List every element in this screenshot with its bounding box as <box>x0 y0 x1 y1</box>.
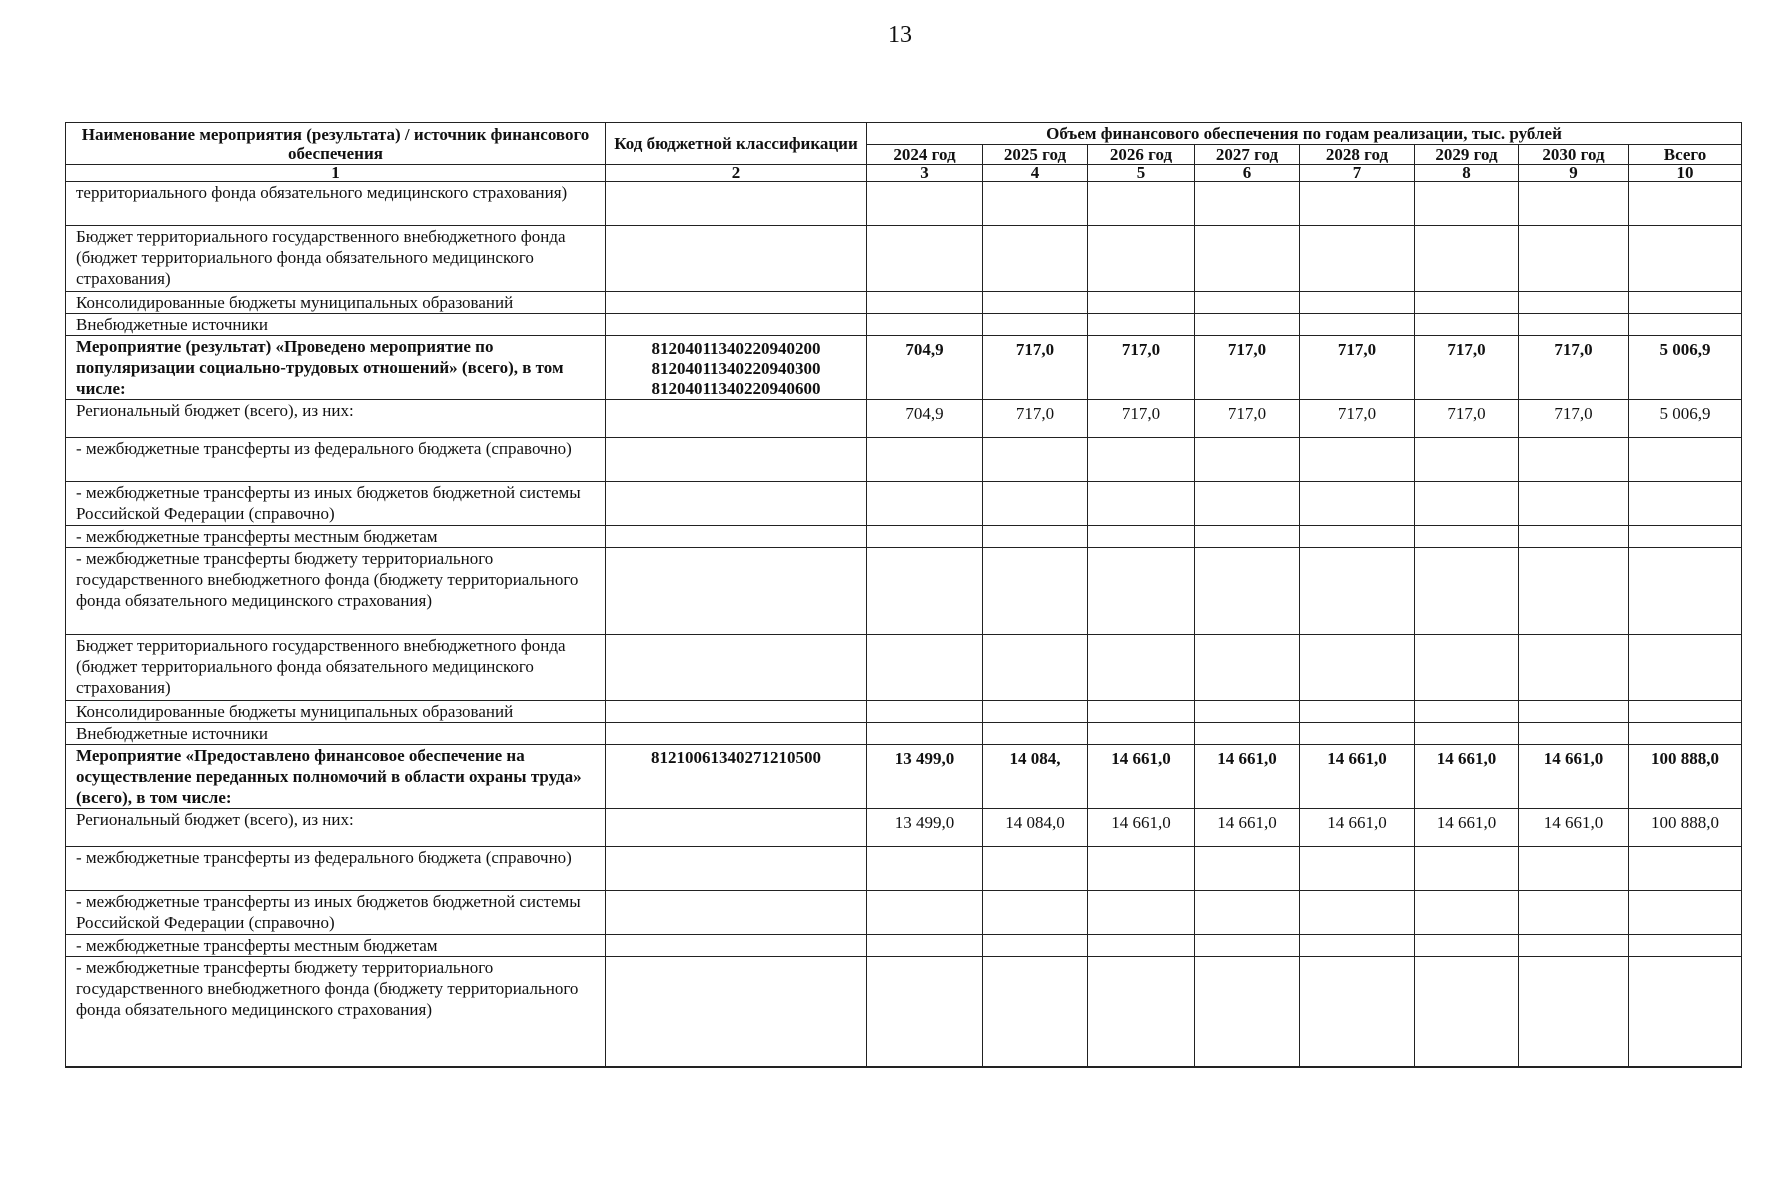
row-year-value-cell <box>1088 635 1195 701</box>
row-total-cell <box>1629 635 1742 701</box>
row-year-value-cell <box>983 847 1088 891</box>
table-row <box>66 438 1742 482</box>
header-total: Всего <box>1629 145 1742 165</box>
row-year-value-cell <box>1088 482 1195 526</box>
row-year-value-cell <box>1088 292 1195 314</box>
row-code-cell <box>606 226 867 292</box>
row-year-value-cell: 14 661,0 <box>1415 745 1519 809</box>
row-year-value-cell <box>1300 182 1415 226</box>
row-total-cell: 5 006,9 <box>1629 400 1742 438</box>
table-row <box>66 292 1742 314</box>
row-year-value-cell <box>1415 292 1519 314</box>
row-year-value-cell <box>1519 635 1629 701</box>
table-row <box>66 723 1742 745</box>
row-year-value-cell <box>1088 314 1195 336</box>
row-name-cell: Бюджет территориального государственного внебюджетного фонда (бюджет территориального фонда обязательного медицинского страхования) <box>66 635 606 701</box>
row-name-cell: Внебюджетные источники <box>66 314 606 336</box>
table-row <box>66 314 1742 336</box>
row-total-cell <box>1629 314 1742 336</box>
row-year-value-cell: 717,0 <box>1088 400 1195 438</box>
row-total-cell: 100 888,0 <box>1629 745 1742 809</box>
row-total-cell <box>1629 482 1742 526</box>
row-year-value-cell <box>867 438 983 482</box>
row-year-value-cell <box>1519 723 1629 745</box>
row-year-value-cell <box>1300 847 1415 891</box>
row-year-value-cell <box>1195 226 1300 292</box>
row-year-value-cell <box>1300 526 1415 548</box>
row-year-value-cell <box>983 935 1088 957</box>
row-year-value-cell: 14 661,0 <box>1519 809 1629 847</box>
row-year-value-cell <box>1415 182 1519 226</box>
header-financing-group: Объем финансового обеспечения по годам реализации, тыс. рублей <box>867 123 1742 145</box>
row-year-value-cell <box>1519 847 1629 891</box>
row-year-value-cell <box>1088 226 1195 292</box>
row-year-value-cell <box>1300 957 1415 1067</box>
row-year-value-cell <box>867 635 983 701</box>
row-year-value-cell <box>1195 957 1300 1067</box>
row-year-value-cell: 717,0 <box>1300 336 1415 400</box>
row-year-value-cell <box>983 182 1088 226</box>
row-year-value-cell: 14 084, <box>983 745 1088 809</box>
row-total-cell <box>1629 891 1742 935</box>
column-number: 2 <box>606 165 867 182</box>
row-year-value-cell <box>1415 701 1519 723</box>
row-year-value-cell: 13 499,0 <box>867 745 983 809</box>
row-year-value-cell <box>1300 635 1415 701</box>
row-total-cell <box>1629 548 1742 635</box>
header-code-column: Код бюджетной классификации <box>606 123 867 165</box>
row-year-value-cell: 14 661,0 <box>1300 745 1415 809</box>
row-year-value-cell <box>867 314 983 336</box>
row-year-value-cell <box>983 292 1088 314</box>
row-year-value-cell <box>1088 891 1195 935</box>
row-year-value-cell <box>1415 438 1519 482</box>
column-number: 4 <box>983 165 1088 182</box>
row-year-value-cell <box>1519 548 1629 635</box>
row-year-value-cell <box>867 723 983 745</box>
row-total-cell <box>1629 226 1742 292</box>
row-code-cell <box>606 438 867 482</box>
row-total-cell: 5 006,9 <box>1629 336 1742 400</box>
header-year: 2029 год <box>1415 145 1519 165</box>
row-year-value-cell <box>1415 526 1519 548</box>
row-year-value-cell <box>983 957 1088 1067</box>
table-row <box>66 182 1742 226</box>
row-year-value-cell: 13 499,0 <box>867 809 983 847</box>
row-code-cell <box>606 314 867 336</box>
row-year-value-cell: 14 661,0 <box>1415 809 1519 847</box>
column-number: 5 <box>1088 165 1195 182</box>
row-year-value-cell: 704,9 <box>867 400 983 438</box>
row-year-value-cell <box>1300 292 1415 314</box>
row-year-value-cell <box>1088 957 1195 1067</box>
table-row <box>66 226 1742 292</box>
row-year-value-cell <box>867 847 983 891</box>
row-year-value-cell <box>1088 182 1195 226</box>
row-year-value-cell: 717,0 <box>1415 336 1519 400</box>
table-row <box>66 635 1742 701</box>
row-year-value-cell <box>1088 723 1195 745</box>
table-row <box>66 957 1742 1067</box>
row-year-value-cell <box>1519 182 1629 226</box>
row-name-cell: Внебюджетные источники <box>66 723 606 745</box>
table-row <box>66 745 1742 809</box>
row-year-value-cell <box>867 701 983 723</box>
row-total-cell <box>1629 182 1742 226</box>
row-year-value-cell <box>867 935 983 957</box>
row-name-cell: Мероприятие (результат) «Проведено мероприятие по популяризации социально-трудовых отношений» (всего), в том числе: <box>66 336 606 400</box>
row-year-value-cell <box>983 526 1088 548</box>
row-year-value-cell <box>1300 935 1415 957</box>
row-year-value-cell <box>983 891 1088 935</box>
row-year-value-cell <box>1415 314 1519 336</box>
table-row <box>66 526 1742 548</box>
row-code-cell: 81210061340271210500 <box>606 745 867 809</box>
row-total-cell <box>1629 723 1742 745</box>
row-year-value-cell <box>1519 935 1629 957</box>
row-year-value-cell <box>867 482 983 526</box>
row-year-value-cell <box>1519 226 1629 292</box>
column-number: 1 <box>66 165 606 182</box>
row-name-cell: - межбюджетные трансферты из федерального бюджета (справочно) <box>66 847 606 891</box>
row-year-value-cell <box>1519 526 1629 548</box>
row-year-value-cell <box>867 957 983 1067</box>
row-year-value-cell <box>1415 891 1519 935</box>
row-year-value-cell <box>1415 482 1519 526</box>
row-year-value-cell <box>1195 438 1300 482</box>
row-year-value-cell <box>983 701 1088 723</box>
header-year: 2028 год <box>1300 145 1415 165</box>
row-year-value-cell <box>1195 891 1300 935</box>
header-year: 2026 год <box>1088 145 1195 165</box>
table-row <box>66 809 1742 847</box>
header-year: 2025 год <box>983 145 1088 165</box>
row-year-value-cell <box>1300 314 1415 336</box>
table-row <box>66 847 1742 891</box>
row-code-cell <box>606 482 867 526</box>
row-year-value-cell: 717,0 <box>983 400 1088 438</box>
header-name-column: Наименование мероприятия (результата) / источник финансового обеспечения <box>66 123 606 165</box>
row-year-value-cell <box>867 226 983 292</box>
table-row <box>66 701 1742 723</box>
row-year-value-cell: 717,0 <box>983 336 1088 400</box>
table-body <box>66 182 1742 1067</box>
row-year-value-cell <box>1519 957 1629 1067</box>
row-code-cell <box>606 548 867 635</box>
column-number: 7 <box>1300 165 1415 182</box>
table-row <box>66 935 1742 957</box>
row-name-cell: - межбюджетные трансферты из иных бюджетов бюджетной системы Российской Федерации (справочно) <box>66 891 606 935</box>
row-total-cell <box>1629 847 1742 891</box>
row-year-value-cell <box>1519 314 1629 336</box>
row-year-value-cell: 14 661,0 <box>1300 809 1415 847</box>
row-name-cell: - межбюджетные трансферты бюджету территориального государственного внебюджетного фонда (бюджету территориального фонда обязательного медицинского страхования) <box>66 548 606 635</box>
row-year-value-cell <box>1195 548 1300 635</box>
row-code-cell <box>606 935 867 957</box>
row-year-value-cell <box>1415 226 1519 292</box>
row-year-value-cell <box>867 526 983 548</box>
row-total-cell <box>1629 526 1742 548</box>
row-year-value-cell <box>1519 438 1629 482</box>
row-code-cell <box>606 292 867 314</box>
row-year-value-cell <box>1300 701 1415 723</box>
column-number: 10 <box>1629 165 1742 182</box>
row-total-cell <box>1629 935 1742 957</box>
row-year-value-cell <box>1195 292 1300 314</box>
row-year-value-cell <box>1300 548 1415 635</box>
row-year-value-cell: 14 661,0 <box>1088 809 1195 847</box>
row-total-cell <box>1629 292 1742 314</box>
row-year-value-cell <box>1415 957 1519 1067</box>
row-year-value-cell <box>1195 935 1300 957</box>
row-year-value-cell: 717,0 <box>1300 400 1415 438</box>
row-year-value-cell <box>1088 847 1195 891</box>
row-year-value-cell: 704,9 <box>867 336 983 400</box>
row-year-value-cell: 717,0 <box>1088 336 1195 400</box>
row-year-value-cell <box>1300 438 1415 482</box>
row-year-value-cell <box>1195 314 1300 336</box>
row-year-value-cell <box>867 182 983 226</box>
row-code-cell <box>606 635 867 701</box>
table-row <box>66 482 1742 526</box>
table-row <box>66 548 1742 635</box>
row-year-value-cell <box>867 292 983 314</box>
row-year-value-cell: 14 661,0 <box>1519 745 1629 809</box>
row-code-cell <box>606 847 867 891</box>
row-year-value-cell <box>983 438 1088 482</box>
row-year-value-cell <box>1415 548 1519 635</box>
row-name-cell: Региональный бюджет (всего), из них: <box>66 400 606 438</box>
header-year: 2030 год <box>1519 145 1629 165</box>
row-code-cell <box>606 182 867 226</box>
row-year-value-cell: 14 084,0 <box>983 809 1088 847</box>
column-number: 9 <box>1519 165 1629 182</box>
row-year-value-cell <box>1519 701 1629 723</box>
row-year-value-cell: 717,0 <box>1519 336 1629 400</box>
row-year-value-cell: 717,0 <box>1415 400 1519 438</box>
row-year-value-cell <box>1415 935 1519 957</box>
row-name-cell: - межбюджетные трансферты из федерального бюджета (справочно) <box>66 438 606 482</box>
row-total-cell <box>1629 957 1742 1067</box>
row-year-value-cell <box>1415 847 1519 891</box>
row-year-value-cell <box>1300 226 1415 292</box>
row-year-value-cell: 14 661,0 <box>1088 745 1195 809</box>
row-name-cell: Консолидированные бюджеты муниципальных образований <box>66 292 606 314</box>
row-year-value-cell <box>1300 723 1415 745</box>
row-name-cell: Бюджет территориального государственного внебюджетного фонда (бюджет территориального фонда обязательного медицинского страхования) <box>66 226 606 292</box>
row-year-value-cell: 717,0 <box>1195 336 1300 400</box>
row-code-cell: 81204011340220940200 81204011340220940300 81204011340220940600 <box>606 336 867 400</box>
row-year-value-cell <box>1415 635 1519 701</box>
row-year-value-cell <box>983 314 1088 336</box>
financing-table <box>65 122 1742 1068</box>
row-year-value-cell <box>983 635 1088 701</box>
row-total-cell <box>1629 701 1742 723</box>
row-code-cell <box>606 526 867 548</box>
row-year-value-cell: 717,0 <box>1195 400 1300 438</box>
row-year-value-cell <box>1300 891 1415 935</box>
row-name-cell: - межбюджетные трансферты местным бюджетам <box>66 935 606 957</box>
header-year: 2027 год <box>1195 145 1300 165</box>
row-year-value-cell: 14 661,0 <box>1195 809 1300 847</box>
row-name-cell: Региональный бюджет (всего), из них: <box>66 809 606 847</box>
row-code-cell <box>606 723 867 745</box>
row-name-cell: - межбюджетные трансферты бюджету территориального государственного внебюджетного фонда (бюджету территориального фонда обязательного медицинского страхования) <box>66 957 606 1067</box>
row-year-value-cell <box>867 891 983 935</box>
row-year-value-cell <box>1519 482 1629 526</box>
row-year-value-cell <box>1519 292 1629 314</box>
row-year-value-cell: 14 661,0 <box>1195 745 1300 809</box>
row-year-value-cell <box>1300 482 1415 526</box>
row-code-cell <box>606 957 867 1067</box>
row-year-value-cell <box>1088 438 1195 482</box>
table-row <box>66 336 1742 400</box>
row-year-value-cell <box>983 482 1088 526</box>
row-year-value-cell <box>1088 701 1195 723</box>
row-name-cell: территориального фонда обязательного медицинского страхования) <box>66 182 606 226</box>
row-year-value-cell: 717,0 <box>1519 400 1629 438</box>
row-code-cell <box>606 701 867 723</box>
row-year-value-cell <box>1195 723 1300 745</box>
row-year-value-cell <box>983 548 1088 635</box>
header-year: 2024 год <box>867 145 983 165</box>
row-name-cell: Консолидированные бюджеты муниципальных образований <box>66 701 606 723</box>
row-name-cell: Мероприятие «Предоставлено финансовое обеспечение на осуществление переданных полномочий в области охраны труда» (всего), в том числе: <box>66 745 606 809</box>
row-year-value-cell <box>1195 635 1300 701</box>
row-code-cell <box>606 400 867 438</box>
column-number: 6 <box>1195 165 1300 182</box>
row-year-value-cell <box>1195 526 1300 548</box>
row-code-cell <box>606 809 867 847</box>
row-year-value-cell <box>1088 548 1195 635</box>
table-row <box>66 400 1742 438</box>
row-code-cell <box>606 891 867 935</box>
row-total-cell: 100 888,0 <box>1629 809 1742 847</box>
row-total-cell <box>1629 438 1742 482</box>
column-number: 3 <box>867 165 983 182</box>
row-year-value-cell <box>1195 701 1300 723</box>
row-year-value-cell <box>1088 526 1195 548</box>
row-year-value-cell <box>867 548 983 635</box>
row-year-value-cell <box>983 226 1088 292</box>
row-year-value-cell <box>1519 891 1629 935</box>
column-number: 8 <box>1415 165 1519 182</box>
row-name-cell: - межбюджетные трансферты из иных бюджетов бюджетной системы Российской Федерации (справочно) <box>66 482 606 526</box>
row-year-value-cell <box>1415 723 1519 745</box>
row-year-value-cell <box>1195 182 1300 226</box>
row-year-value-cell <box>1195 847 1300 891</box>
row-year-value-cell <box>1088 935 1195 957</box>
page-number: 13 <box>888 22 912 48</box>
row-name-cell: - межбюджетные трансферты местным бюджетам <box>66 526 606 548</box>
row-year-value-cell <box>1195 482 1300 526</box>
row-year-value-cell <box>983 723 1088 745</box>
table-row <box>66 891 1742 935</box>
